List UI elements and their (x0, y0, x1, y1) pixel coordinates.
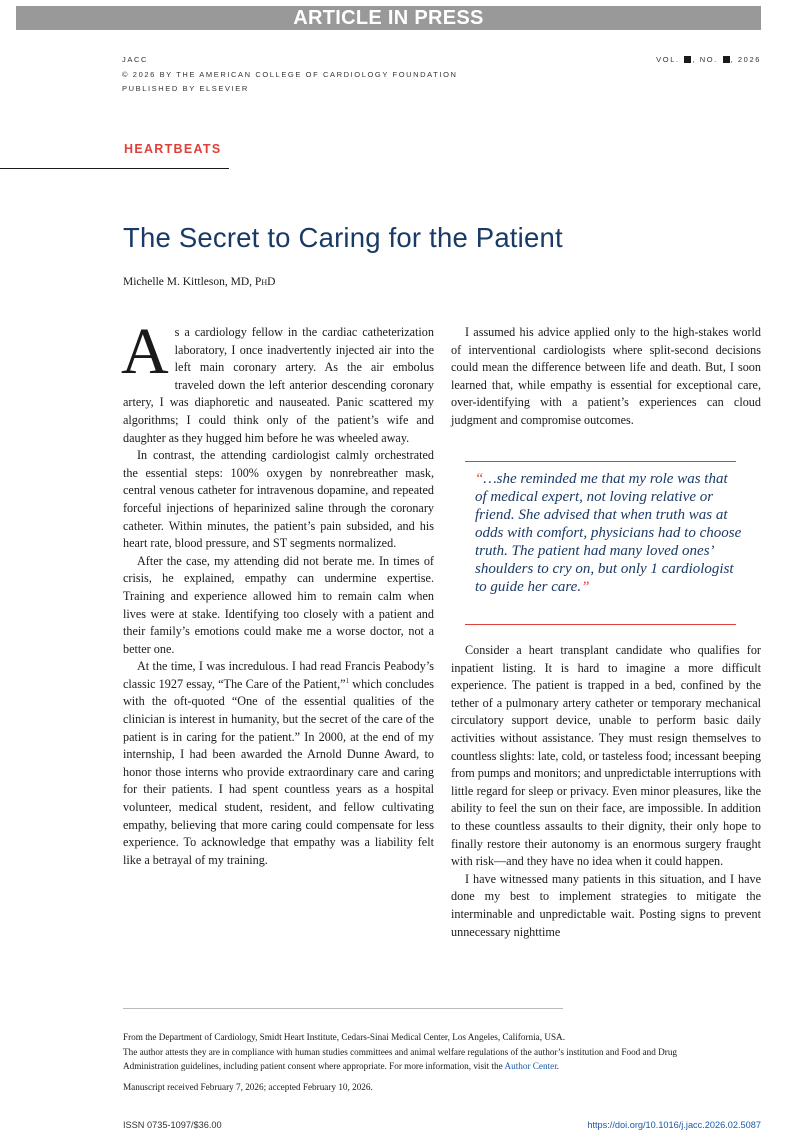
author-center-link[interactable]: Author Center (504, 1061, 557, 1072)
section-divider (0, 168, 229, 169)
section-label: HEARTBEATS (124, 142, 222, 156)
attestation-text: The author attests they are in compliance with human studies committees and animal welfare regulations of the author’s institution and Food and Drug Administration guidelines, including patient consent where appropriate. For more information, visit the (123, 1046, 678, 1072)
body-column-left (121, 315, 434, 869)
paragraph: I assumed his advice applied only to the high-stakes world of interventional cardiologists where split-second decisions could mean the difference between life and death. But, I soon learned that, while empathy is essential for exceptional care, over-identifying with a patient’s experiences can cloud judgment and compromise outcomes. (451, 325, 761, 427)
author-byline (123, 276, 275, 288)
attestation-note (123, 1045, 683, 1074)
paragraph (123, 658, 434, 869)
body-column-right (451, 324, 761, 430)
body-column-right-lower (451, 642, 761, 941)
issn: ISSN 0735-1097/$36.00 (123, 1120, 222, 1130)
publisher-line: PUBLISHED BY ELSEVIER (122, 84, 249, 93)
paragraph-text: which concludes with the oft-quoted “One of the essential qualities of the clinician is interest in humanity, but the secret of the care of the patient is in caring for the patient.” In 2000, at the end of my internship, I had been awarded the Arnold Dunne Award, to honor those interns who provide extraordinary care and caring for their patients. I had spent countless years as a hospital volunteer, medical student, resident, and fellow cultivating empathy, believing that more caring could compensate for less experience. To acknowledge that empathy was a liability felt like a betrayal of my training. (123, 676, 434, 867)
paragraph-text: s a cardiology fellow in the cardiac catheterization laboratory, I once inadvertently injected air into the left main coronary artery. As the air embolus traveled down the left anterior descending coronary artery, I was diaphoretic and nauseated. Panic scattered my algorithms; I could think only of the patient’s wife and daughter as they hugged him before he was wheeled away. (123, 325, 434, 445)
journal-meta (122, 53, 458, 97)
footnotes (123, 1030, 683, 1094)
paragraph: In contrast, the attending cardiologist calmly orchestrated the essential steps: 100% oxygen by nonrebreather mask, central venous catheter for intravenous dopamine, and repeated forceful injections of heparinized saline through the coronary catheter. Within minutes, the patient’s pain subsided, and his heart rate, blood pressure, and ST segments normalized. (123, 448, 434, 551)
manuscript-dates: Manuscript received February 7, 2026; accepted February 10, 2026. (123, 1081, 373, 1092)
author-name: Michelle M. Kittleson, MD, (123, 276, 255, 288)
close-quote-mark: ” (581, 579, 590, 595)
reference-link[interactable]: 1 (345, 676, 350, 685)
attestation-end: . (556, 1061, 560, 1072)
author-degree: PhD (254, 276, 276, 288)
journal-name: JACC (122, 55, 148, 64)
paragraph (121, 315, 434, 447)
year-label: , 2026 (730, 55, 761, 64)
doi-link[interactable]: https://doi.org/10.1016/j.jacc.2026.02.5087 (587, 1120, 761, 1130)
footnote-divider (123, 1008, 563, 1009)
affiliation-note: From the Department of Cardiology, Smidt Heart Institute, Cedars-Sinai Medical Center, Los Angeles, California, USA. (123, 1032, 565, 1042)
paragraph: After the case, my attending did not berate me. In times of crisis, he explained, empathy can undermine expertise. Training and experience allowed him to remain calm when lives were at stake. Identifying too closely with a patient and their family’s emotions could make me a worse doctor, not a better one. (123, 553, 434, 656)
issue-label: , NO. (692, 55, 718, 64)
article-in-press-banner: ARTICLE IN PRESS (16, 6, 761, 30)
issue-placeholder-square (723, 56, 730, 63)
paragraph: Consider a heart transplant candidate who qualifies for inpatient listing. It is hard to imagine a more difficult experience. The patient is trapped in a bed, confined by the tether of a pulmonary artery catheter or temporary mechanical circulatory support device, unable to perform basic daily activities without assistance. They must resign themselves to countless slights: late, cold, or tasteless food; incessant beeping from pumps and monitors; and unpredictable interruptions with little regard for sleep or privacy. Even minor pleasures, like the ability to feel the sun on their face, are impossible. In addition to these countless assaults to their dignity, their only hope to finally restore their autonomy is an enormous surgery fraught with risk—and they have no idea when it could happen. (451, 643, 761, 869)
article-title: The Secret to Caring for the Patient (123, 222, 563, 253)
pull-quote (465, 461, 742, 625)
volume-info (656, 53, 761, 68)
paragraph-text: At the time, I was incredulous. I had read Francis Peabody’s classic 1927 essay, “The Care of the Patient,” (123, 659, 434, 691)
drop-cap: A (121, 315, 169, 388)
copyright-line: © 2026 BY THE AMERICAN COLLEGE OF CARDIOLOGY FOUNDATION (122, 69, 458, 79)
paragraph: I have witnessed many patients in this situation, and I have done my best to implement strategies to mitigate the interminable and unpredictable wait. Posting signs to prevent unnecessary nighttime (451, 871, 761, 939)
volume-placeholder-square (684, 56, 691, 63)
open-quote-mark: “ (475, 471, 484, 487)
pull-quote-text (475, 470, 743, 596)
volume-label: VOL. (656, 55, 680, 64)
quote-body: …she reminded me that my role was that of medical expert, not loving relative or friend. She advised that when truth was at odds with comfort, physicians had to choose truth. The patient had many loved ones’ shoulders to cry on, but only 1 cardiologist to guide her care. (475, 471, 742, 595)
